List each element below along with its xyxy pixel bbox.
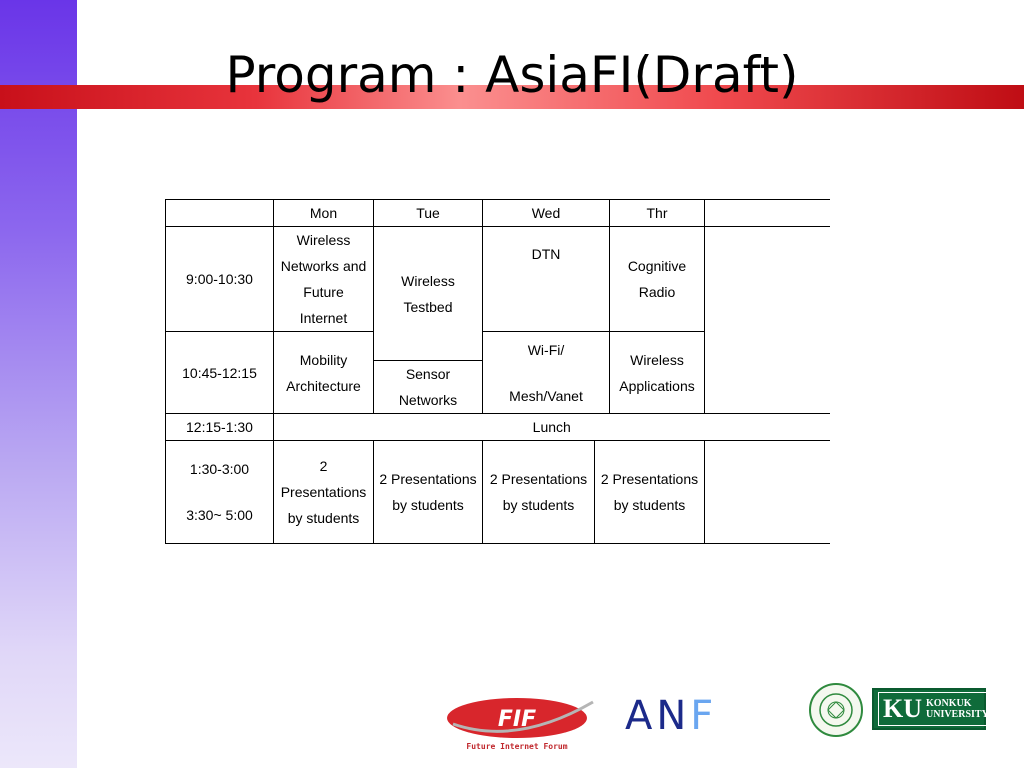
fif-logo-text: FIF <box>497 707 537 732</box>
konkuk-seal-logo <box>808 682 864 738</box>
lunch-cell: Lunch <box>274 414 830 441</box>
session-wed-afternoon: 2 Presentations by students <box>483 441 595 544</box>
session-mon-midday: Mobility Architecture <box>274 332 374 414</box>
ku-text-line1: KONKUK <box>926 698 972 709</box>
footer-logos <box>0 680 1024 760</box>
fif-logo-caption: Future Internet Forum <box>466 742 568 751</box>
ku-letters: KU <box>883 694 922 723</box>
session-extra-morning <box>705 227 830 414</box>
anf-logo-f: F <box>690 693 718 739</box>
session-mon-morning: Wireless Networks and Future Internet <box>274 227 374 332</box>
time-cell-lunch: 12:15-1:30 <box>166 414 274 441</box>
session-wed-midday <box>483 332 610 414</box>
header-cell-thr: Thr <box>610 200 705 227</box>
table-row-afternoon <box>166 441 830 544</box>
time-afternoon-b: 3:30~ 5:00 <box>186 507 253 523</box>
time-cell-slot1: 9:00-10:30 <box>166 227 274 332</box>
session-thr-midday: Wireless Applications <box>610 332 705 414</box>
program-schedule-table <box>165 199 830 544</box>
konkuk-university-logo <box>872 688 989 730</box>
header-cell-mon: Mon <box>274 200 374 227</box>
time-cell-afternoon <box>166 441 274 544</box>
anf-logo-an: AN <box>625 693 691 739</box>
wed-midday-line2: Mesh/Vanet <box>509 387 583 404</box>
left-gradient-bar <box>0 0 77 768</box>
session-thr-morning: Cognitive Radio <box>610 227 705 332</box>
session-thr-afternoon: 2 Presentations by students <box>595 441 705 544</box>
header-cell-empty <box>166 200 274 227</box>
fif-logo <box>443 694 601 752</box>
table-row-lunch <box>166 414 830 441</box>
slide-title: Program : AsiaFI(Draft) <box>225 46 799 104</box>
ku-logo-inner <box>878 692 994 726</box>
session-wed-morning: DTN <box>483 227 610 332</box>
header-cell-wed: Wed <box>483 200 610 227</box>
seal-outer-ring <box>810 684 862 736</box>
ku-text <box>926 698 989 720</box>
header-cell-tue: Tue <box>374 200 483 227</box>
session-tue-morning: Wireless Testbed <box>374 227 483 361</box>
table-header-row <box>166 200 830 227</box>
header-cell-extra <box>705 200 830 227</box>
anf-logo <box>625 694 717 738</box>
time-afternoon-a: 1:30-3:00 <box>189 461 250 477</box>
session-tue-midday: Sensor Networks <box>374 361 483 414</box>
session-extra-afternoon <box>705 441 830 544</box>
session-tue-afternoon: 2 Presentations by students <box>374 441 483 544</box>
ku-text-line2: UNIVERSITY <box>926 709 989 720</box>
session-mon-afternoon: 2 Presentations by students <box>274 441 374 544</box>
wed-midday-line1: Wi-Fi/ <box>527 341 565 358</box>
time-cell-slot2: 10:45-12:15 <box>166 332 274 414</box>
table-row-morning <box>166 227 830 332</box>
